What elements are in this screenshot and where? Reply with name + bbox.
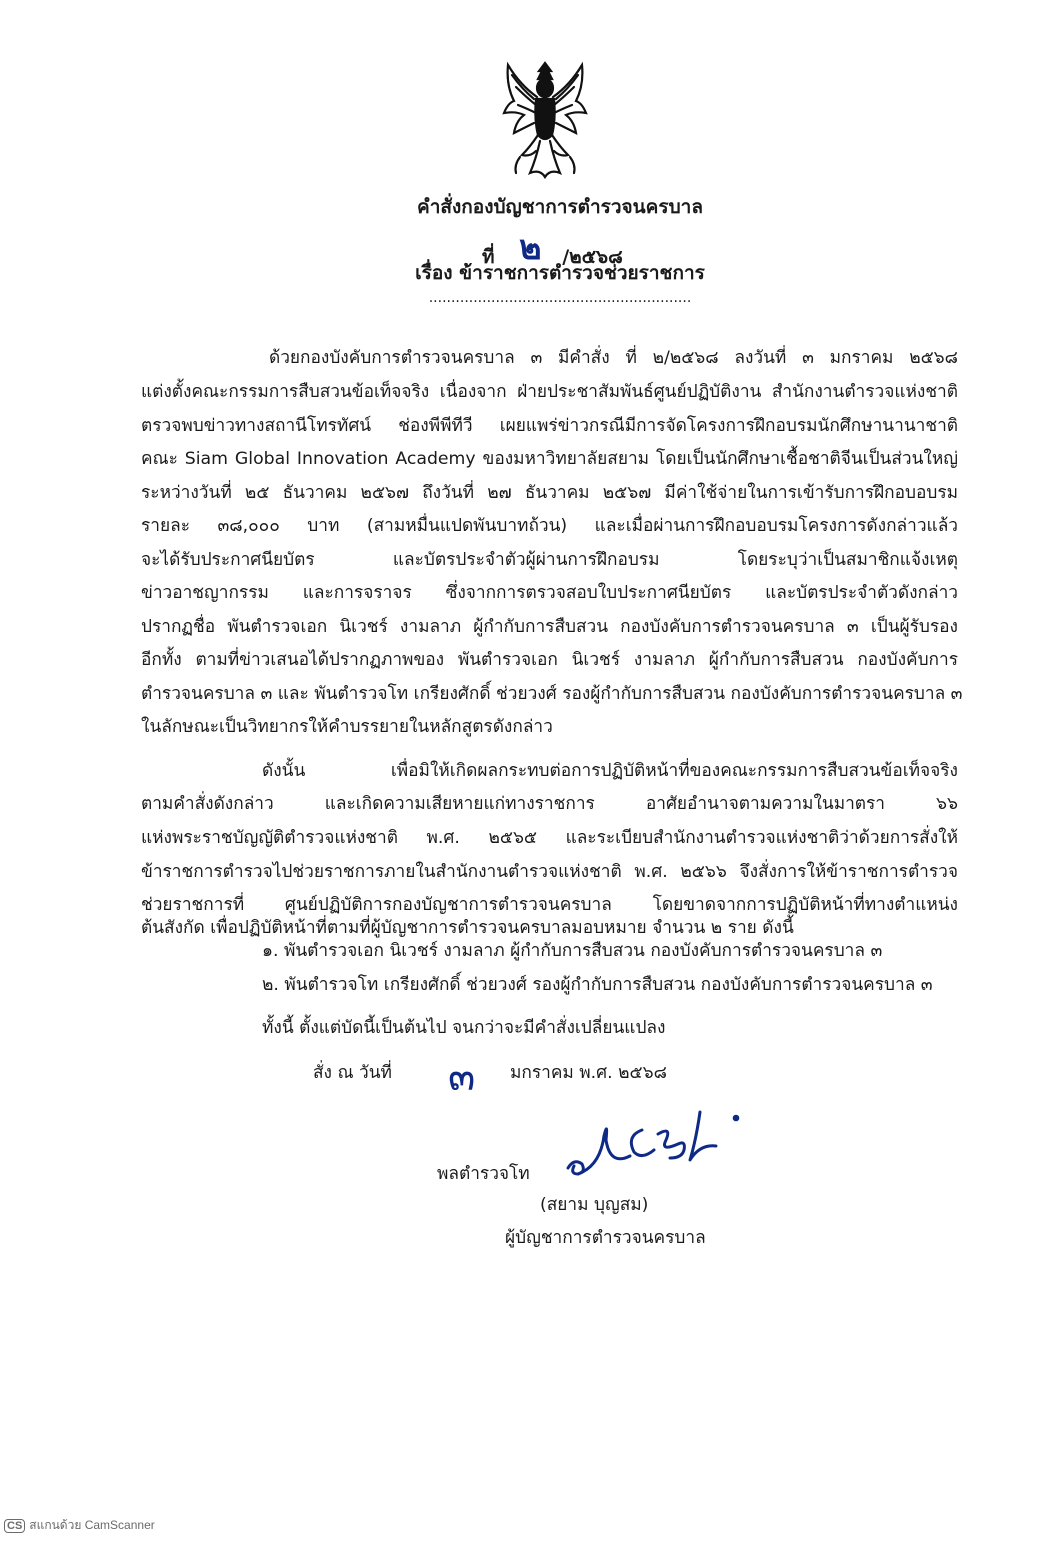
date-prefix: สั่ง ณ วันที่: [313, 1063, 392, 1083]
text-line: ต้นสังกัด เพื่อปฏิบัติหน้าที่ตามที่ผู้บัญชาการตำรวจนครบาลมอบหมาย จำนวน ๒ ราย ดังนี้: [141, 918, 794, 938]
garuda-emblem: [500, 55, 590, 185]
signatory-position: ผู้บัญชาการตำรวจนครบาล: [505, 1228, 706, 1248]
text-line: ช่วยราชการที่ ศูนย์ปฏิบัติการกองบัญชาการตำรวจนครบาล โดยขาดจากการปฏิบัติหน้าที่ทางตำแหน่ง: [141, 895, 958, 915]
text-line: ตรวจพบข่าวทางสถานีโทรทัศน์ ช่องพีพีทีวี เผยแพร่ข่าวกรณีมีการจัดโครงการฝึกอบรมนักศึกษานานาชาติ: [141, 416, 958, 436]
text-line: ดังนั้น เพื่อมิให้เกิดผลกระทบต่อการปฏิบัติหน้าที่ของคณะกรรมการสืบสวนข้อเท็จจริง: [262, 761, 958, 781]
text-line: ข่าวอาชญากรรม และการจราจร ซึ่งจากการตรวจสอบใบประกาศนียบัตร และบัตรประจำตัวดังกล่าว: [141, 583, 958, 603]
order-subject: เรื่อง ข้าราชการตำรวจช่วยราชการ: [415, 262, 705, 284]
date-month-year: มกราคม พ.ศ. ๒๕๖๘: [510, 1063, 667, 1083]
list-item: ๑. พันตำรวจเอก นิเวชร์ งามลาภ ผู้กำกับการสืบสวน กองบังคับการตำรวจนครบาล ๓: [262, 941, 883, 961]
camscanner-text: สแกนด้วย CamScanner: [29, 1518, 155, 1532]
text-line: แห่งพระราชบัญญัติตำรวจแห่งชาติ พ.ศ. ๒๕๖๕ และระเบียบสำนักงานตำรวจแห่งชาติว่าด้วยการสั่งให้: [141, 828, 958, 848]
text-line: ด้วยกองบังคับการตำรวจนครบาล ๓ มีคำสั่ง ที่ ๒/๒๕๖๘ ลงวันที่ ๓ มกราคม ๒๕๖๘: [269, 348, 958, 368]
text-line: แต่งตั้งคณะกรรมการสืบสวนข้อเท็จจริง เนื่องจาก ฝ่ายประชาสัมพันธ์ศูนย์ปฏิบัติงาน สำนักงานตำรวจแห่งชาติ: [141, 382, 958, 402]
list-item: ๒. พันตำรวจโท เกรียงศักดิ์ ช่วยวงศ์ รองผู้กำกับการสืบสวน กองบังคับการตำรวจนครบาล ๓: [262, 975, 933, 995]
signatory-rank: พลตำรวจโท: [437, 1164, 530, 1184]
text-line: อีกทั้ง ตามที่ข่าวเสนอได้ปรากฏภาพของ พันตำรวจเอก นิเวชร์ งามลาภ ผู้กำกับการสืบสวน กองบังคับการ: [141, 650, 958, 670]
text-line: คณะ Siam Global Innovation Academy ของมหาวิทยาลัยสยาม โดยเป็นนักศึกษาเชื้อชาติจีนเป็นส่วนใหญ่: [141, 449, 958, 469]
camscanner-icon: CS: [4, 1519, 25, 1533]
camscanner-footer: [4, 1516, 155, 1535]
handwritten-signature: [560, 1100, 780, 1190]
text-line: ระหว่างวันที่ ๒๕ ธันวาคม ๒๕๖๗ ถึงวันที่ ๒๗ ธันวาคม ๒๕๖๗ มีค่าใช้จ่ายในการเข้ารับการฝึกอบอบรม: [141, 483, 958, 503]
text-line: ในลักษณะเป็นวิทยากรให้คำบรรยายในหลักสูตรดังกล่าว: [141, 717, 553, 737]
signatory-name: (สยาม บุญสม): [540, 1195, 649, 1215]
text-line: ตามคำสั่งดังกล่าว และเกิดความเสียหายแก่ทางราชการ อาศัยอำนาจตามความในมาตรา ๖๖: [141, 794, 958, 814]
order-number-handwritten: ๒: [519, 228, 542, 268]
date-day-handwritten: ๓: [448, 1054, 476, 1100]
text-line: รายละ ๓๘,๐๐๐ บาท (สามหมื่นแปดพันบาทถ้วน) และเมื่อผ่านการฝึกอบอบรมโครงการดังกล่าวแล้ว: [141, 516, 958, 536]
order-title: คำสั่งกองบัญชาการตำรวจนครบาล: [417, 196, 703, 218]
text-line: จะได้รับประกาศนียบัตร และบัตรประจำตัวผู้ผ่านการฝึกอบรม โดยระบุว่าเป็นสมาชิกแจ้งเหตุ: [141, 550, 958, 570]
order-number-prefix: ที่: [482, 246, 495, 268]
header-separator: ...........................................................: [428, 290, 692, 306]
text-line: ข้าราชการตำรวจไปช่วยราชการภายในสำนักงานตำรวจแห่งชาติ พ.ศ. ๒๕๖๖ จึงสั่งการให้ข้าราชการตำรวจ: [141, 862, 958, 882]
text-line: ปรากฏชื่อ พันตำรวจเอก นิเวชร์ งามลาภ ผู้กำกับการสืบสวน กองบังคับการตำรวจนครบาล ๓ เป็นผู้รับรอง: [141, 617, 958, 637]
effective-clause: ทั้งนี้ ตั้งแต่บัดนี้เป็นต้นไป จนกว่าจะมีคำสั่งเปลี่ยนแปลง: [262, 1018, 666, 1038]
text-line: ตำรวจนครบาล ๓ และ พันตำรวจโท เกรียงศักดิ์ ช่วยวงศ์ รองผู้กำกับการสืบสวน กองบังคับการตำรวจนครบาล ๓: [141, 684, 963, 704]
order-number-suffix: /๒๕๖๘: [562, 246, 623, 268]
